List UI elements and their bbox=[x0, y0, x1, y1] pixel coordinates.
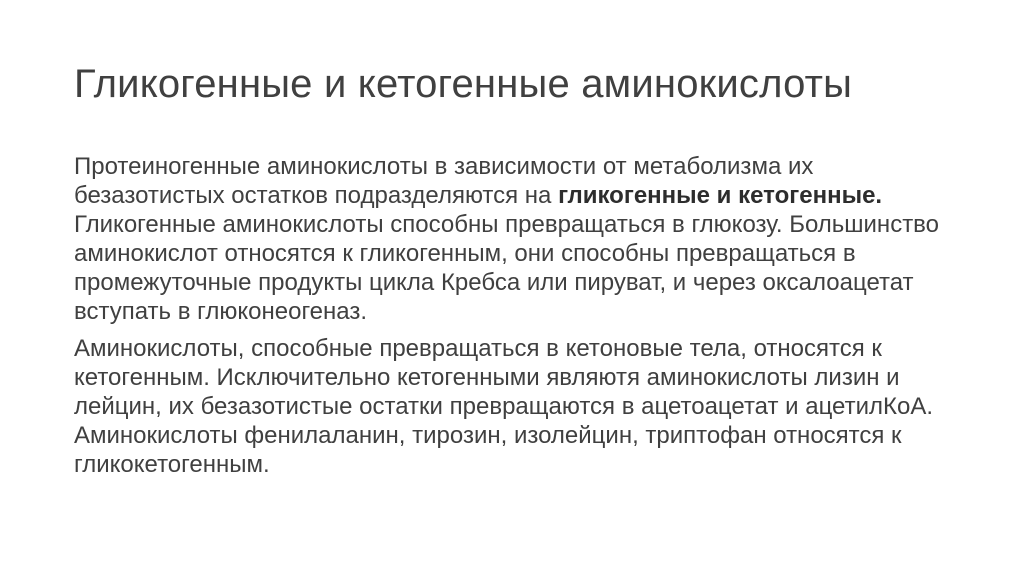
paragraph-1-bold-term: гликогенные и кетогенные. bbox=[558, 182, 883, 209]
paragraph-1-text-after: Гликогенные аминокислоты способны превращаться в глюкозу. Большинство аминокислот относятся к гликогенным, они способны превращаться в промежуточные продукты цикла Кребса или пируват, и через оксалоацетат вступать в глюконеогеназ. bbox=[74, 211, 940, 325]
slide-body bbox=[74, 152, 954, 487]
paragraph-2-text: Аминокислоты, способные превращаться в кетоновые тела, относятся к кетогенным. Исключительно кетогенными являютя аминокислоты лизин и лейцин, их безазотистые остатки превращаются в ацетоацетат и ацетилКоА. Аминокислоты фенилаланин, тирозин, изолейцин, триптофан относятся к гликокетогенным. bbox=[74, 335, 934, 478]
paragraph-1-text-before: Протеиногенные аминокислоты в зависимости от метаболизма их безазотистых остатков подразделяются на bbox=[74, 153, 814, 209]
slide-title: Гликогенные и кетогенные аминокислоты bbox=[74, 62, 853, 106]
paragraph-ketogenic bbox=[74, 334, 954, 479]
paragraph-glycogenic bbox=[74, 152, 954, 326]
